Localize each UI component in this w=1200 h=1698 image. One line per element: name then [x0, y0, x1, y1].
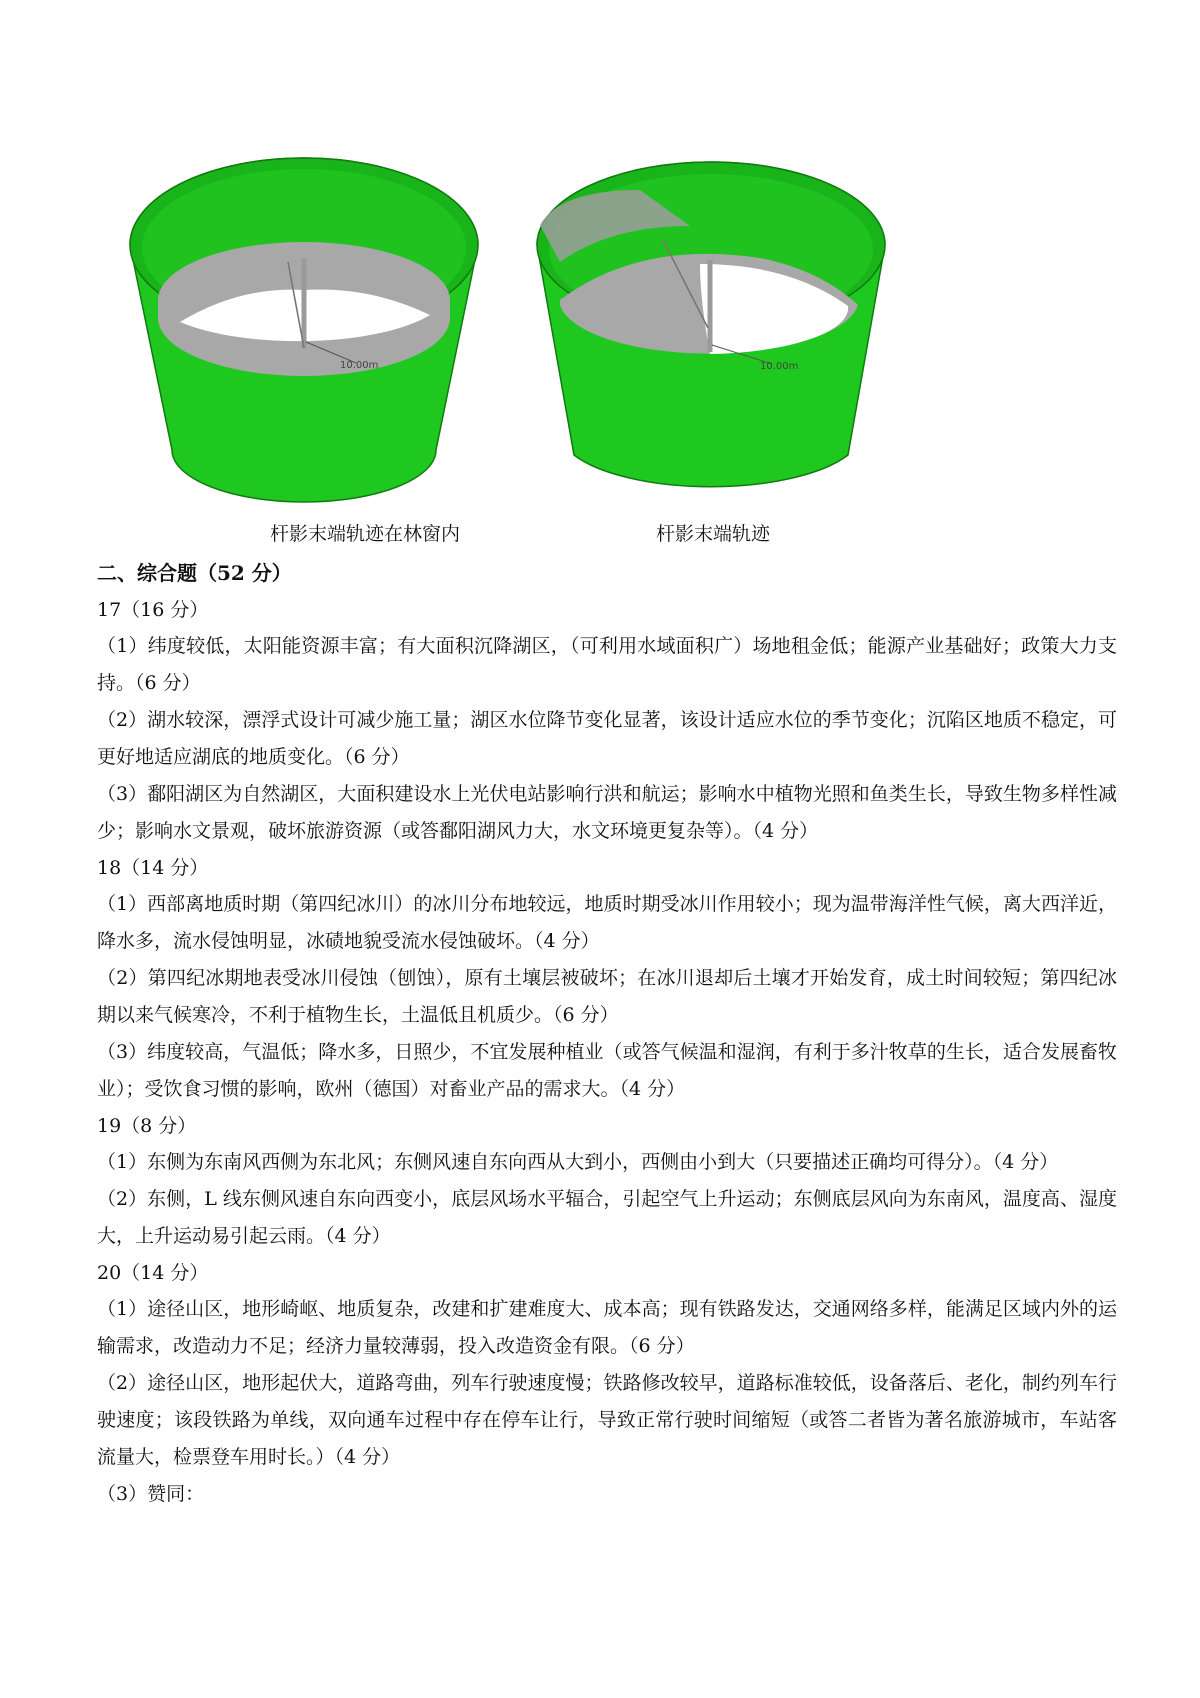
- question-18-item-2: （2）第四纪冰期地表受冰川侵蚀（刨蚀），原有土壤层被破坏；在冰川退却后土壤才开始发育，成土时间较短；第四纪冰期以来气候寒冷，不利于植物生长，土温低且机质少。（6 分）: [97, 967, 1117, 1026]
- figure-area: [0, 0, 1200, 560]
- right-forest-gap-model: [537, 162, 885, 487]
- question-18-header: 18（14 分）: [97, 857, 209, 879]
- left-dimension-label: 10.00m: [340, 360, 379, 371]
- question-20-header: 20（14 分）: [97, 1262, 209, 1284]
- right-dimension-label: 10.00m: [760, 361, 799, 372]
- answer-content: [97, 556, 1117, 1513]
- question-17-header: 17（16 分）: [97, 599, 209, 621]
- question-19-header: 19（8 分）: [97, 1115, 197, 1137]
- question-18-item-3: （3）纬度较高，气温低；降水多，日照少，不宜发展种植业（或答气候温和湿润，有利于多汁牧草的生长，适合发展畜牧业）；受饮食习惯的影响，欧州（德国）对畜业产品的需求大。（4 分）: [97, 1041, 1117, 1100]
- left-figure-caption: 杆影末端轨迹在林窗内: [270, 523, 461, 545]
- section-title: 二、综合题（52 分）: [97, 561, 292, 585]
- left-forest-gap-model: [130, 158, 478, 502]
- right-figure-caption: 杆影末端轨迹: [656, 523, 771, 545]
- forest-gap-models: [0, 0, 1200, 560]
- question-19-item-1: （1）东侧为东南风西侧为东北风；东侧风速自东向西从大到小，西侧由小到大（只要描述正确均可得分）。（4 分）: [97, 1151, 1059, 1173]
- question-20-item-3: （3）赞同：: [97, 1483, 205, 1505]
- question-17-item-1: （1）纬度较低，太阳能资源丰富；有大面积沉降湖区，（可利用水域面积广）场地租金低；能源产业基础好；政策大力支持。（6 分）: [97, 635, 1117, 694]
- question-17-item-3: （3）鄱阳湖区为自然湖区，大面积建设水上光伏电站影响行洪和航运；影响水中植物光照和鱼类生长，导致生物多样性减少；影响水文景观，破坏旅游资源（或答鄱阳湖风力大，水文环境更复杂等）。（4 分）: [97, 783, 1117, 842]
- question-20-item-2: （2）途径山区，地形起伏大，道路弯曲，列车行驶速度慢；铁路修改较早，道路标准较低，设备落后、老化，制约列车行驶速度；该段铁路为单线，双向通车过程中存在停车让行，导致正常行驶时间缩短（或答二者皆为著名旅游城市，车站客流量大，检票登车用时长。）（4 分）: [97, 1372, 1117, 1468]
- question-20-item-1: （1）途径山区，地形崎岖、地质复杂，改建和扩建难度大、成本高；现有铁路发达，交通网络多样，能满足区域内外的运输需求，改造动力不足；经济力量较薄弱，投入改造资金有限。（6 分）: [97, 1298, 1117, 1357]
- question-17-item-2: （2）湖水较深，漂浮式设计可减少施工量；湖区水位降节变化显著，该设计适应水位的季节变化；沉陷区地质不稳定，可更好地适应湖底的地质变化。（6 分）: [97, 709, 1117, 768]
- question-18-item-1: （1）西部离地质时期（第四纪冰川）的冰川分布地较远，地质时期受冰川作用较小；现为温带海洋性气候，离大西洋近，降水多，流水侵蚀明显，冰碛地貌受流水侵蚀破坏。（4 分）: [97, 893, 1117, 952]
- question-19-item-2: （2）东侧，L 线东侧风速自东向西变小，底层风场水平辐合，引起空气上升运动；东侧底层风向为东南风，温度高、湿度大，上升运动易引起云雨。（4 分）: [97, 1188, 1117, 1247]
